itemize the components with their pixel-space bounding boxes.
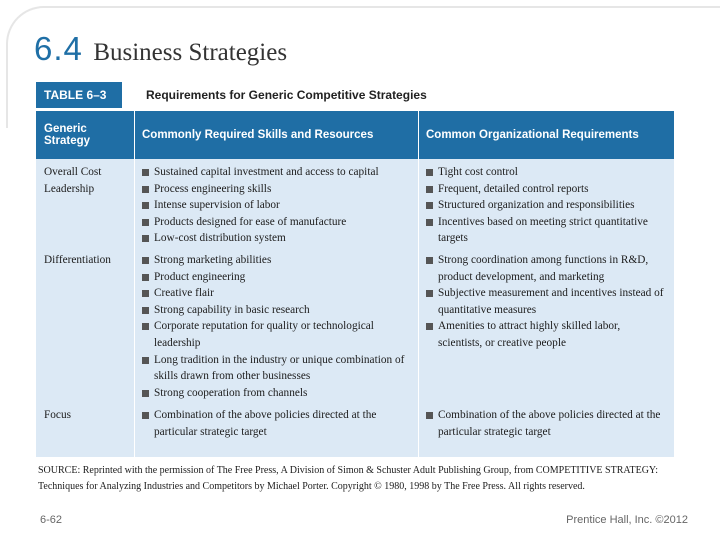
list-item: Amenities to attract highly skilled labor, scientists, or creative people (426, 318, 666, 351)
table-row (36, 407, 674, 455)
list-item: Combination of the above policies directed at the particular strategic target (142, 407, 410, 440)
table-caption (36, 82, 674, 108)
list-item: Creative flair (142, 285, 410, 302)
skills-cell (134, 252, 418, 407)
list-item: Frequent, detailed control reports (426, 181, 666, 198)
list-item: Strong capability in basic research (142, 302, 410, 319)
column-divider (134, 111, 135, 457)
table-row (36, 159, 674, 252)
strategy-cell: Overall Cost Leadership (44, 166, 102, 195)
header-skills-resources: Commonly Required Skills and Resources (142, 129, 374, 141)
list-item: Strong coordination among functions in R&D, product development, and marketing (426, 252, 666, 285)
list-item: Low-cost distribution system (142, 230, 410, 247)
list-item: Intense supervision of labor (142, 197, 410, 214)
column-divider (418, 111, 419, 457)
strategy-cell: Differentiation (44, 254, 111, 266)
list-item: Structured organization and responsibilities (426, 197, 666, 214)
table-row (36, 252, 674, 407)
list-item: Corporate reputation for quality or technological leadership (142, 318, 410, 351)
list-item: Tight cost control (426, 164, 666, 181)
list-item: Strong marketing abilities (142, 252, 410, 269)
slide-heading: Business Strategies (93, 39, 288, 66)
list-item: Combination of the above policies directed at the particular strategic target (426, 407, 666, 440)
strategy-cell: Focus (44, 409, 71, 421)
list-item: Strong cooperation from channels (142, 385, 410, 402)
list-item: Long tradition in the industry or unique combination of skills drawn from other businesses (142, 352, 410, 385)
org-cell (418, 407, 674, 455)
skills-cell (134, 407, 418, 455)
org-cell (418, 252, 674, 407)
list-item: Subjective measurement and incentives instead of quantitative measures (426, 285, 666, 318)
list-item: Product engineering (142, 269, 410, 286)
publisher-credit: Prentice Hall, Inc. ©2012 (566, 514, 688, 526)
table-label: TABLE 6–3 (36, 82, 122, 108)
table-header (36, 111, 674, 159)
slide-title (34, 30, 287, 68)
list-item: Sustained capital investment and access to capital (142, 164, 410, 181)
header-generic-strategy: Generic Strategy (44, 123, 91, 147)
page-number: 6-62 (40, 514, 63, 526)
skills-cell (134, 164, 418, 252)
source-note: SOURCE: Reprinted with the permission of The Free Press, A Division of Simon & Schuster Adult Publishing Group, from COMPETITIVE STRATEGY: Techniques for Analyzing Industries and Competitors by Michael Porter. Copyright © 1980, 1998 by The Free Press. All rights reserved. (38, 465, 658, 492)
table-title: Requirements for Generic Competitive Strategies (146, 88, 427, 102)
strategy-table (36, 82, 674, 534)
list-item: Incentives based on meeting strict quantitative targets (426, 214, 666, 247)
list-item: Products designed for ease of manufacture (142, 214, 410, 231)
header-org-requirements: Common Organizational Requirements (426, 129, 639, 141)
section-number: 6.4 (34, 30, 83, 67)
table-body (36, 159, 674, 457)
list-item: Process engineering skills (142, 181, 410, 198)
org-cell (418, 164, 674, 252)
